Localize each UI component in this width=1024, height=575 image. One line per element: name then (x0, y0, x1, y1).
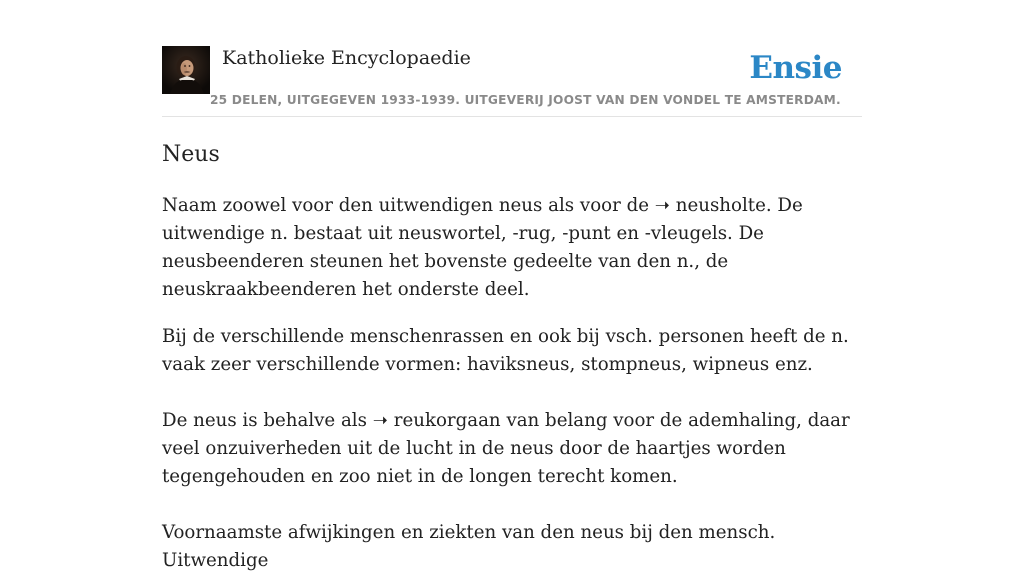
publication-header (162, 46, 862, 117)
article-paragraph-2: Bij de verschillende menschenrassen en ook bij vsch. personen heeft de n. vaak zeer verschillende vormen: haviksneus, stompneus, wipneus enz. (162, 326, 849, 375)
portrait-icon (162, 46, 210, 94)
xref-link-reukorgaan[interactable]: ➝ reukorgaan (372, 410, 501, 431)
article-headword: Neus (162, 142, 220, 167)
paragraph-text: De neus is behalve als (162, 410, 373, 431)
paragraph-text: . De uitwendige n. bestaat uit neuswortel, -rug, -punt en -vleugels. De neusbeenderen steunen het bovenste gedeelte van den n., de neuskraakbeenderen het onderste deel. (162, 195, 803, 300)
publication-title[interactable]: Katholieke Encyclopaedie (222, 47, 471, 69)
article-paragraph-3 (162, 407, 862, 491)
article-paragraph-4: Voornaamste afwijkingen en ziekten van den neus bij den mensch. Uitwendige (162, 522, 776, 571)
article (162, 138, 862, 575)
xref-link-neusholte[interactable]: ➝ neusholte (654, 195, 766, 216)
paragraph-text: van belang voor de ademhaling, daar veel onzuiverheden uit de lucht in de neus door de haartjes worden tegengehouden en zoo niet in de longen terecht komen. (162, 410, 850, 487)
paragraph-text: Naam zoowel voor den uitwendigen neus als voor de (162, 195, 655, 216)
publication-subtitle: 25 DELEN, UITGEGEVEN 1933-1939. UITGEVERIJ JOOST VAN DEN VONDEL TE AMSTERDAM. (210, 93, 841, 107)
publication-avatar[interactable] (162, 46, 210, 94)
article-paragraph-1 (162, 192, 862, 304)
brand-logo-link[interactable]: Ensie (749, 50, 842, 86)
